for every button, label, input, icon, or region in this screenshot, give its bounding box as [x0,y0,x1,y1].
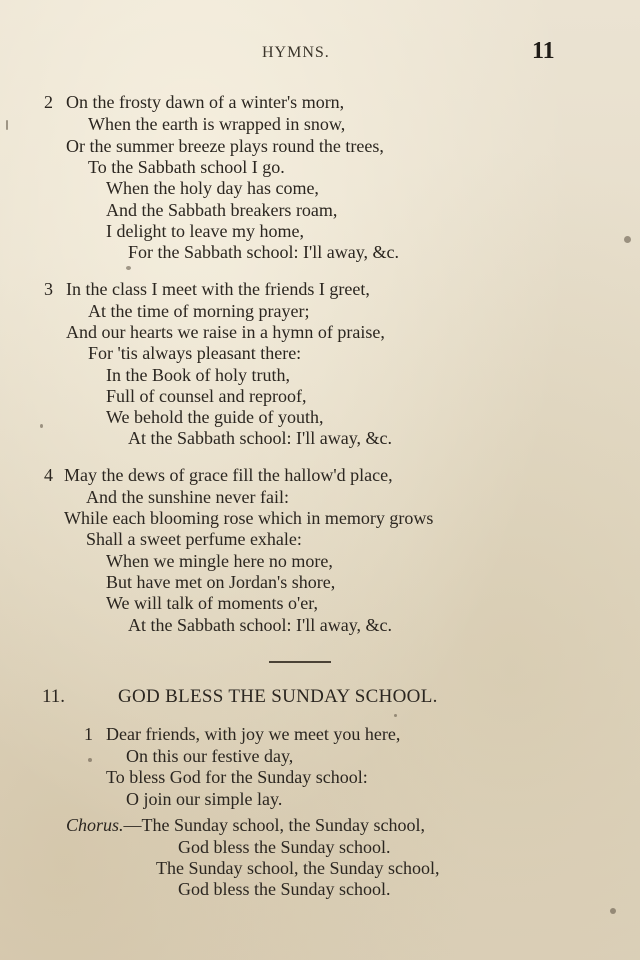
verse-line: For 'tis always pleasant there: [88,343,302,363]
section-divider [269,661,331,663]
verse-line: Full of counsel and reproof, [106,386,307,406]
hymn-title: GOD BLESS THE SUNDAY SCHOOL. [118,686,438,707]
paper-speck [610,908,616,914]
verse-number: 3 [44,279,53,299]
hymn-number: 11. [42,686,66,707]
paper-speck [126,266,131,270]
chorus-line: —The Sunday school, the Sunday school, [123,815,425,835]
paper-speck [40,424,43,428]
verse-line: We will talk of moments o'er, [106,593,319,613]
page-number: 11 [532,38,555,64]
chorus-label: Chorus. [66,815,124,835]
chorus-line: The Sunday school, the Sunday school, [156,858,440,878]
verse-line: For the Sabbath school: I'll away, &c. [128,242,400,262]
verse-line: When the holy day has come, [106,178,319,198]
paper-speck [88,758,92,762]
verse-line: And the sunshine never fail: [86,487,289,507]
chorus-first-line [66,815,425,836]
verse-line: To the Sabbath school I go. [88,157,285,177]
verse-line: On the frosty dawn of a winter's morn, [66,92,345,112]
verse-line: Shall a sweet perfume exhale: [86,529,302,549]
verse-line: I delight to leave my home, [106,221,304,241]
verse-line: When we mingle here no more, [106,551,333,571]
verse-line: While each blooming rose which in memory grows [64,508,434,528]
verse-number: 1 [84,724,93,744]
verse-line: At the Sabbath school: I'll away, &c. [128,615,393,635]
verse-line: In the class I meet with the friends I greet, [66,279,370,299]
verse-line: May the dews of grace fill the hallow'd place, [64,465,393,485]
verse-line: And our hearts we raise in a hymn of praise, [66,322,385,342]
verse-line: But have met on Jordan's shore, [106,572,336,592]
verse-number: 4 [44,465,53,485]
verse-line: And the Sabbath breakers roam, [106,200,338,220]
paper-speck [394,714,397,717]
verse-line: At the time of morning prayer; [88,301,310,321]
chorus-line: God bless the Sunday school. [178,879,391,899]
verse-line: To bless God for the Sunday school: [106,767,368,787]
verse-line: O join our simple lay. [126,789,283,809]
page-header [0,40,640,66]
verse-line: Or the summer breeze plays round the trees, [66,136,384,156]
verse-line: At the Sabbath school: I'll away, &c. [128,428,393,448]
paper-speck [624,236,631,243]
verse-line: In the Book of holy truth, [106,365,290,385]
verse-line: Dear friends, with joy we meet you here, [106,724,401,744]
running-title: HYMNS. [262,44,330,61]
verse-number: 2 [44,92,53,112]
verse-line: On this our festive day, [126,746,294,766]
chorus-line: God bless the Sunday school. [178,837,391,857]
verse-line: We behold the guide of youth, [106,407,324,427]
paper-speck [6,120,8,130]
verse-line: When the earth is wrapped in snow, [88,114,346,134]
